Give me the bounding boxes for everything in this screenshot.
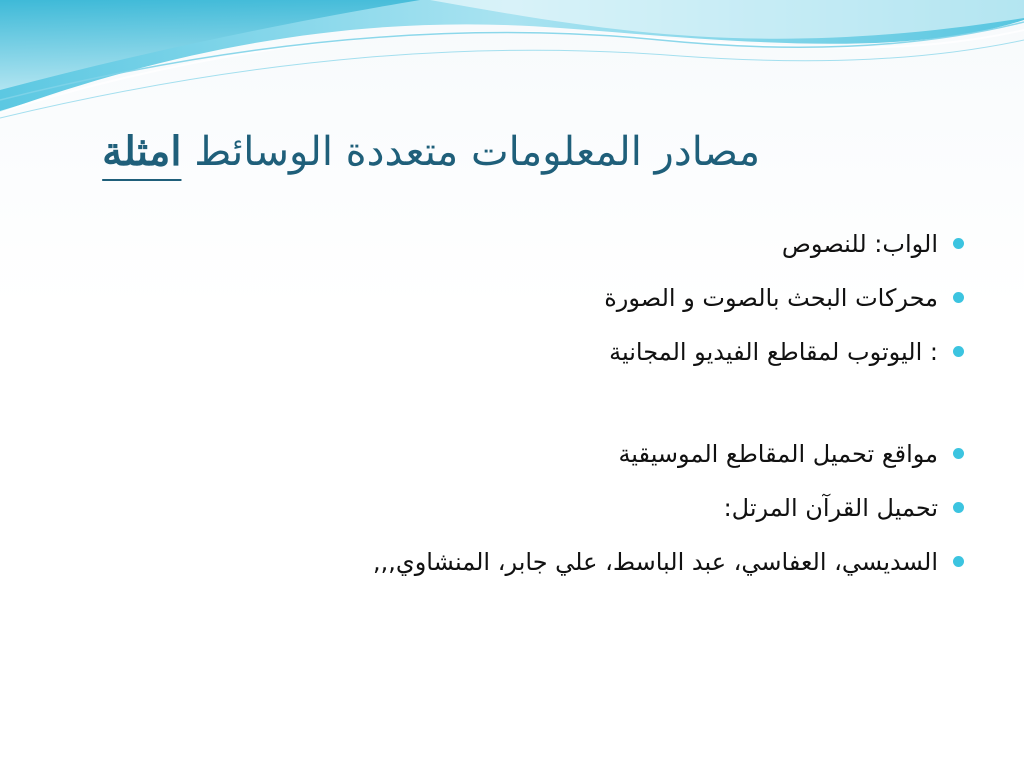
- bullet-dot-icon: [953, 346, 964, 357]
- list-item: [238, 540, 938, 594]
- list-item-text: محركات البحث بالصوت و الصورة: [604, 284, 938, 312]
- list-item-text: : اليوتوب لمقاطع الفيديو المجانية: [609, 338, 938, 366]
- title-main-text: مصادر المعلومات متعددة الوسائط: [194, 129, 760, 175]
- slide-title: [40, 128, 760, 176]
- list-spacer: [238, 384, 938, 432]
- bullet-dot-icon: [953, 238, 964, 249]
- list-item-text: مواقع تحميل المقاطع الموسيقية: [618, 440, 938, 468]
- list-item: [238, 486, 938, 540]
- bullet-dot-icon: [953, 502, 964, 513]
- decorative-wave: [0, 0, 1024, 130]
- list-item: [238, 330, 938, 384]
- bullet-dot-icon: [953, 556, 964, 567]
- title-bold-text: امثلة: [102, 128, 182, 175]
- bullet-dot-icon: [953, 292, 964, 303]
- list-item: [238, 432, 938, 486]
- list-item-text: الواب: للنصوص: [781, 230, 938, 258]
- bullet-list: [238, 222, 938, 594]
- list-item: [238, 222, 938, 276]
- bullet-dot-icon: [953, 448, 964, 459]
- list-item-text: السديسي، العفاسي، عبد الباسط، علي جابر، المنشاوي,,,: [373, 548, 938, 576]
- list-item-text: تحميل القرآن المرتل:: [723, 494, 938, 522]
- list-item: [238, 276, 938, 330]
